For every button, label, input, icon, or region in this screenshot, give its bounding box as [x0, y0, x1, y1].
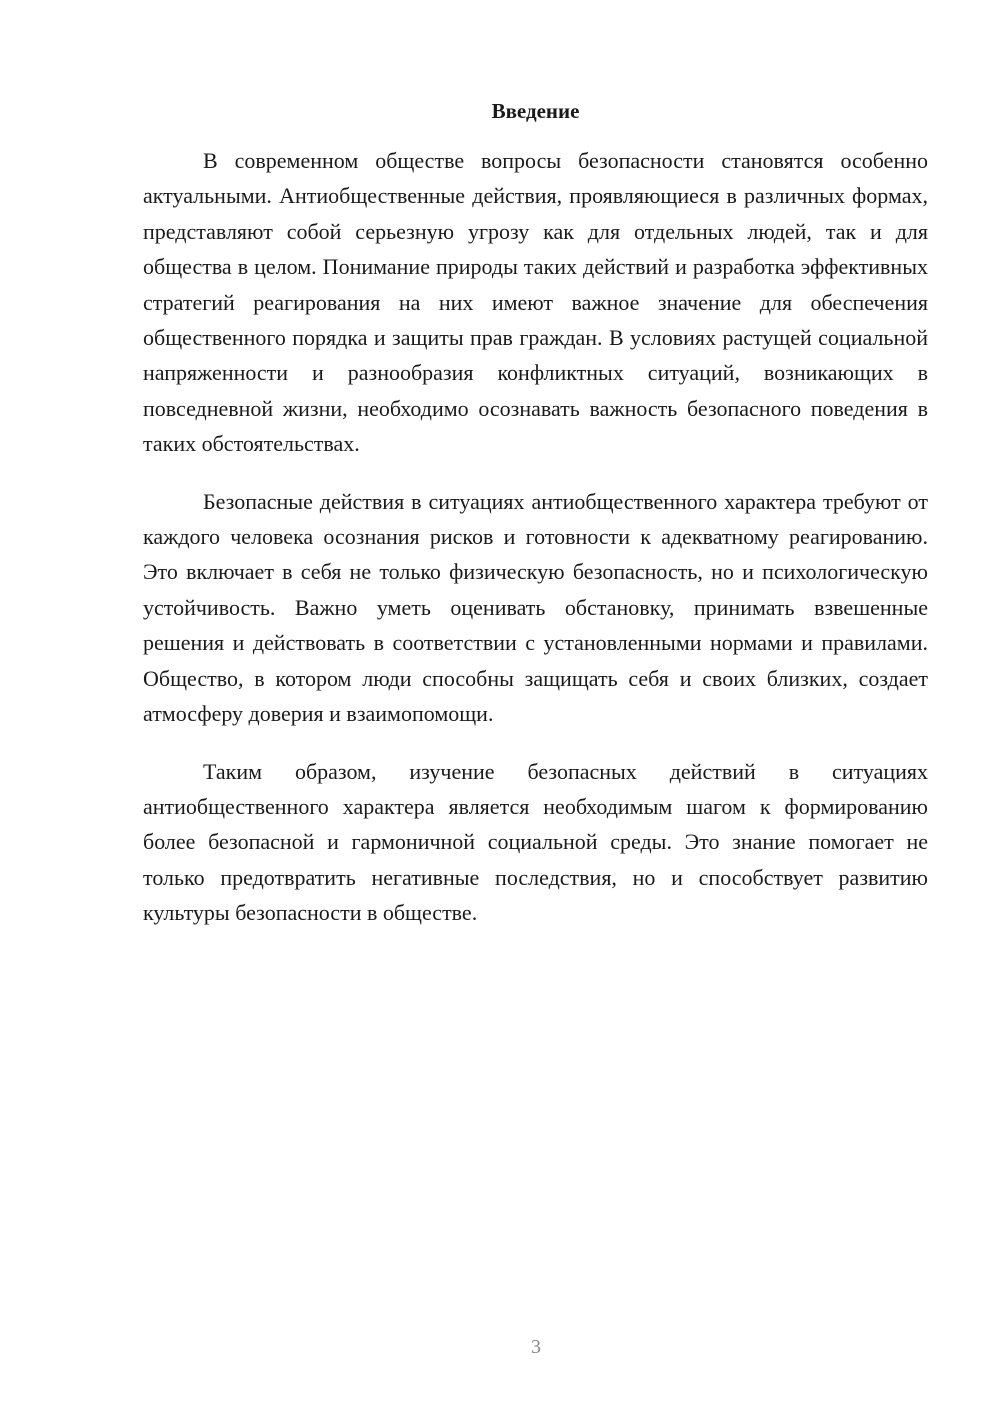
paragraph-1: В современном обществе вопросы безопасности становятся особенно актуальными. Антиобщественные действия, проявляющиеся в различных формах, представляют собой серьезную угрозу как для отдельных людей, так и для общества в целом. Понимание природы таких действий и разработка эффективных стратегий реагирования на них имеют важное значение для обеспечения общественного порядка и защиты прав граждан. В условиях растущей социальной напряженности и разнообразия конфликтных ситуаций, возникающих в повседневной жизни, необходимо осознавать важность безопасного поведения в таких обстоятельствах. — [143, 148, 928, 457]
paragraph-3: Таким образом, изучение безопасных действий в ситуациях антиобщественного характера является необходимым шагом к формированию более безопасной и гармоничной социальной среды. Это знание помогает не только предотвратить негативные последствия, но и способствует развитию культуры безопасности в обществе. — [143, 758, 928, 926]
paragraph-2: Безопасные действия в ситуациях антиобщественного характера требуют от каждого человека осознания рисков и готовности к адекватному реагированию. Это включает в себя не только физическую безопасность, но и психологическую устойчивость. Важно уметь оценивать обстановку, принимать взвешенные решения и действовать в соответствии с установленными нормами и правилами. Общество, в котором люди способны защищать себя и своих близких, создает атмосферу доверия и взаимопомощи. — [143, 488, 928, 727]
body-text — [143, 143, 928, 953]
page-number: 3 — [531, 1336, 541, 1358]
section-heading: Введение — [491, 99, 580, 123]
